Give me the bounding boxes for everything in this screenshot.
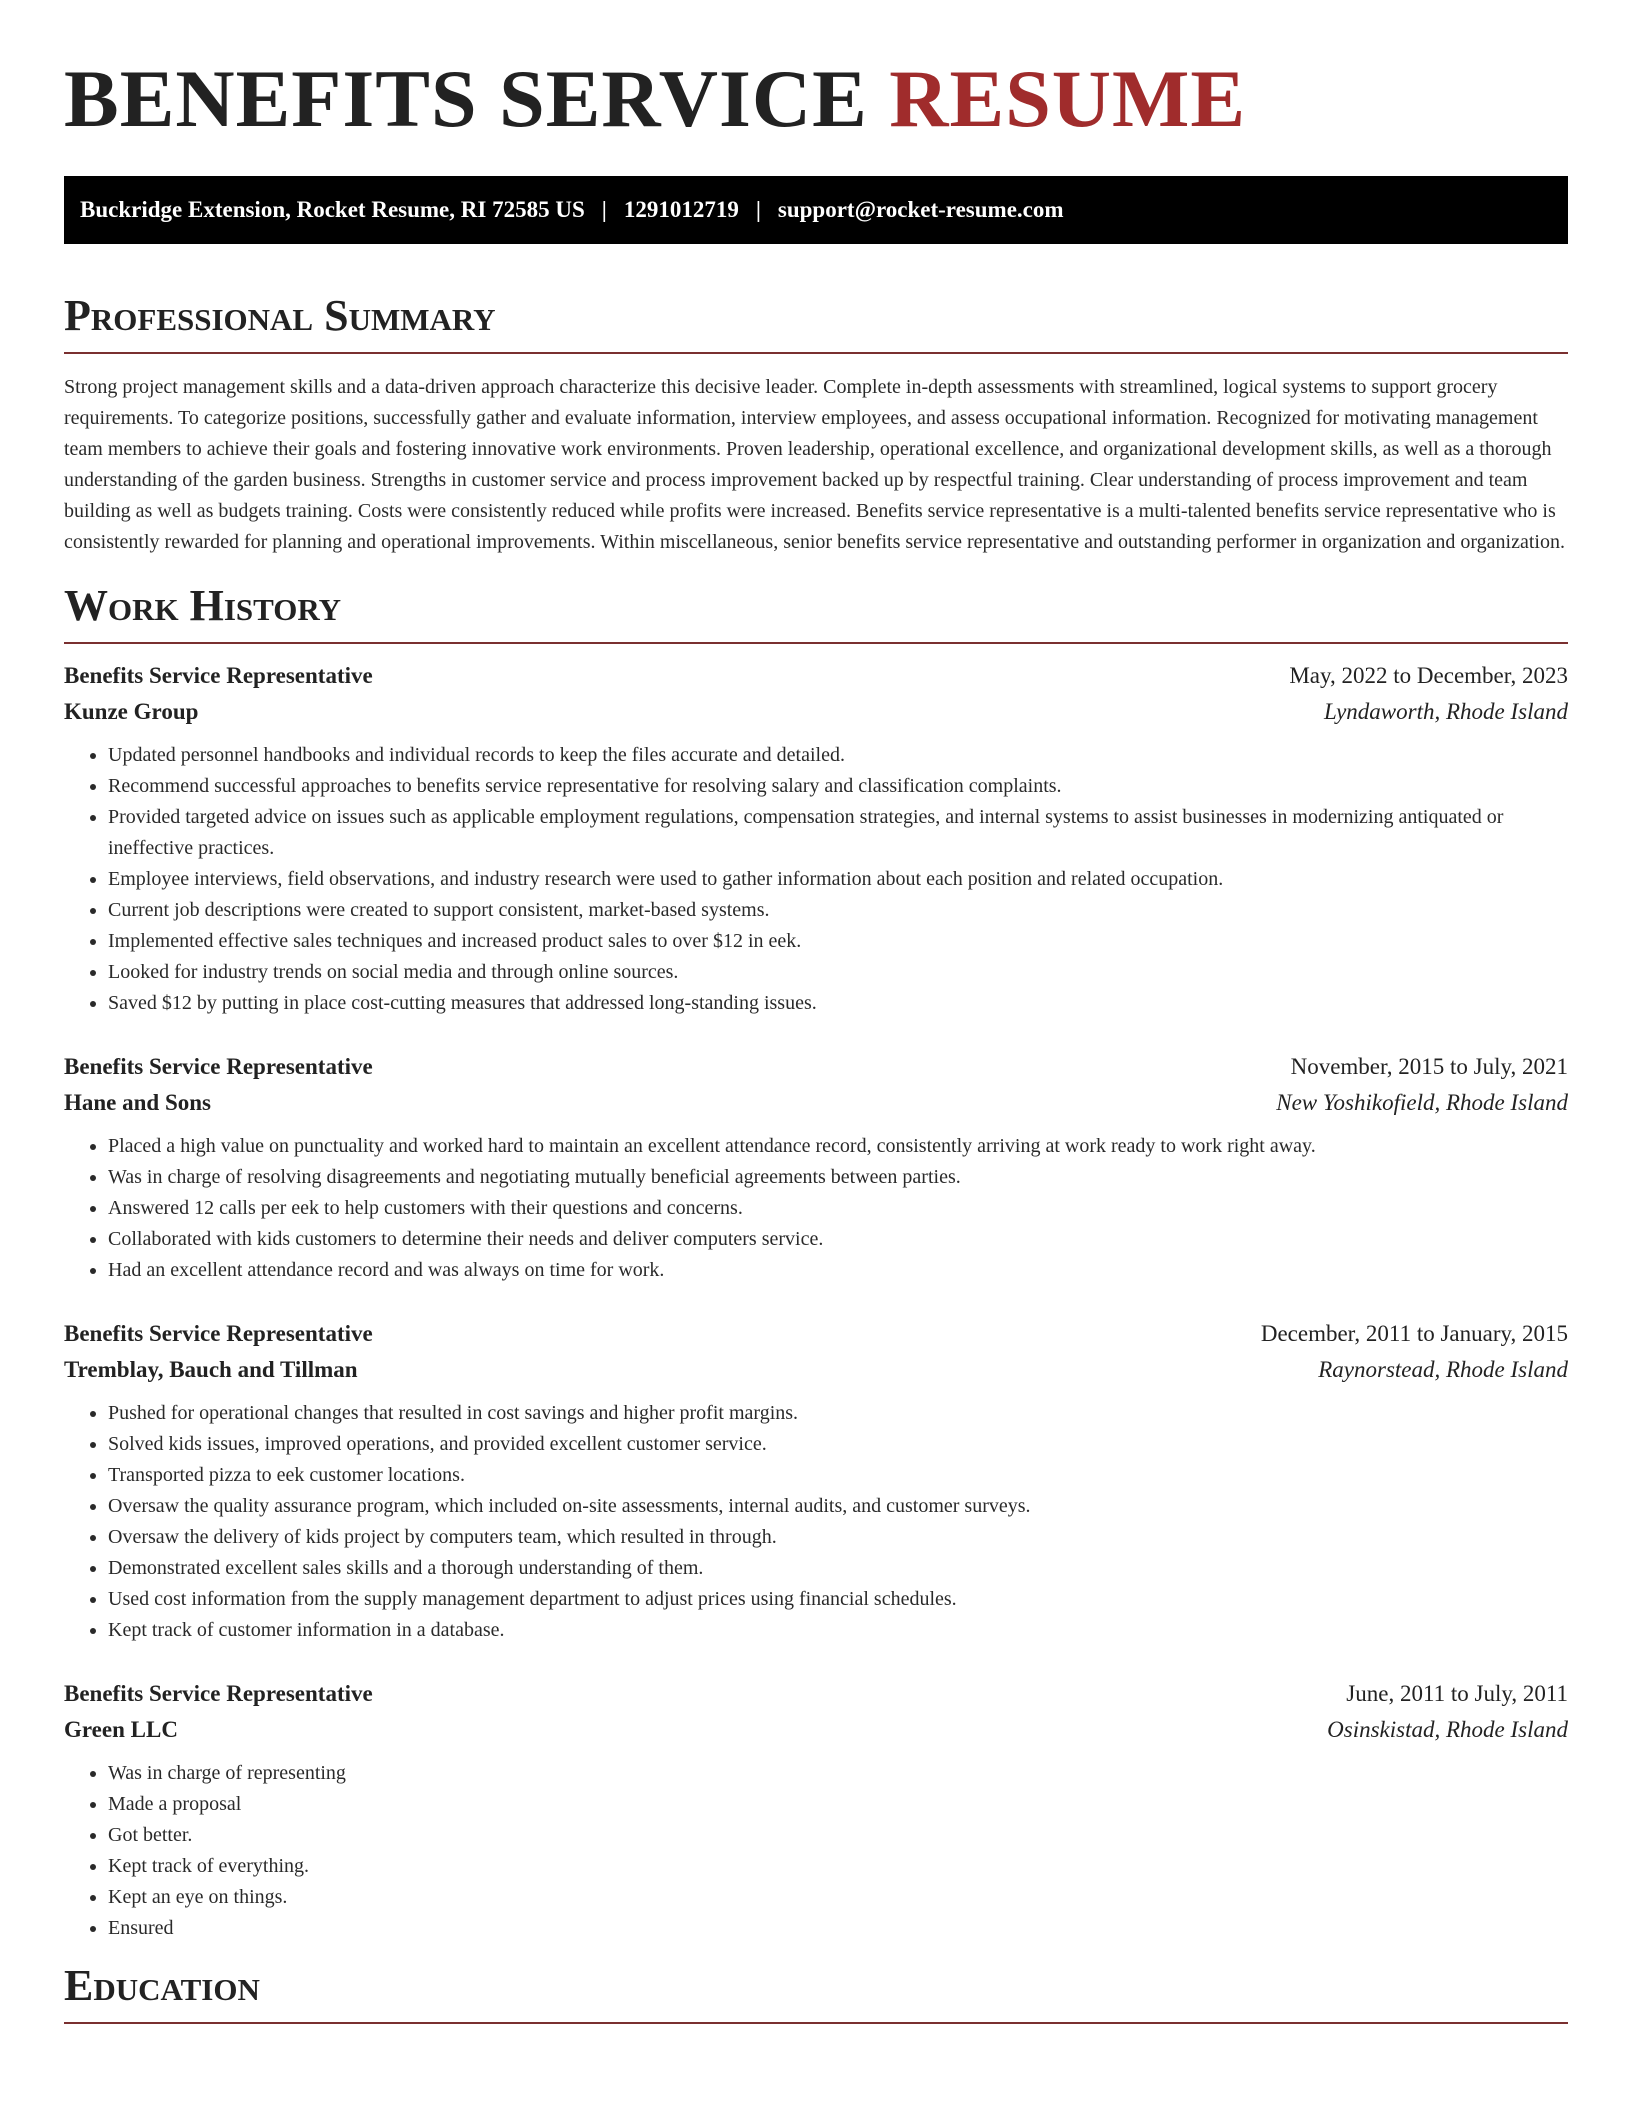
job-bullet: • Used cost information from the supply management department to adjust prices using financial schedules. [108, 1584, 1568, 1615]
job-bullet: • Pushed for operational changes that resulted in cost savings and higher profit margins. [108, 1398, 1568, 1429]
job-bullet: • Employee interviews, field observations, and industry research were used to gather information about each position and related occupation. [108, 864, 1568, 895]
job-company: Green LLC [64, 1717, 178, 1742]
job-company-row [64, 1712, 1568, 1748]
contact-separator: | [601, 197, 607, 222]
job-bullet: • Was in charge of representing [108, 1758, 1568, 1789]
job-title: Benefits Service Representative [64, 1681, 373, 1706]
job-bullets [64, 1398, 1568, 1646]
summary-text: Strong project management skills and a data-driven approach characterize this decisive leader. Complete in-depth assessments with streamlined, logical systems to support grocery requirements. To categorize positions, successfully gather and evaluate information, interview employees, and assess occupational information. Recognized for motivating management team members to achieve their goals and fostering innovative work environments. Proven leadership, operational excellence, and organizational development skills, as well as a thorough understanding of the garden business. Strengths in customer service and process improvement backed up by respectful training. Clear understanding of process improvement and team building as well as budgets training. Costs were consistently reduced while profits were increased. Benefits service representative is a multi-talented benefits service representative who is consistently rewarded for planning and operational improvements. Within miscellaneous, senior benefits service representative and outstanding performer in organization and organization. [64, 376, 1565, 553]
job-bullet: • Ensured [108, 1913, 1568, 1944]
job-company-row [64, 694, 1568, 730]
job-bullets [64, 1758, 1568, 1944]
contact-separator: | [755, 197, 761, 222]
job-bullet: • Kept track of everything. [108, 1851, 1568, 1882]
job-header-row [64, 1676, 1568, 1712]
job-dates: November, 2015 to July, 2021 [1290, 1054, 1568, 1079]
job-bullet: • Kept an eye on things. [108, 1882, 1568, 1913]
job-bullet: • Was in charge of resolving disagreements and negotiating mutually beneficial agreements between parties. [108, 1162, 1568, 1193]
resume-name [64, 53, 1568, 144]
job-bullets [64, 1131, 1568, 1286]
job-bullet: • Kept track of customer information in a database. [108, 1615, 1568, 1646]
section-divider [64, 352, 1568, 354]
summary-title: Professional Summary [64, 291, 496, 340]
job-entry [64, 658, 1568, 1019]
job-location: Lyndaworth, Rhode Island [1323, 699, 1568, 724]
job-company: Kunze Group [64, 699, 199, 724]
job-bullet: • Implemented effective sales techniques and increased product sales to over $12 in eek. [108, 926, 1568, 957]
job-bullets [64, 740, 1568, 1019]
job-location: Osinskistad, Rhode Island [1327, 1717, 1568, 1742]
job-bullet: • Collaborated with kids customers to determine their needs and deliver computers service. [108, 1224, 1568, 1255]
job-header-row [64, 1316, 1568, 1352]
job-bullet: • Made a proposal [108, 1789, 1568, 1820]
job-entry [64, 1049, 1568, 1286]
job-bullet: • Transported pizza to eek customer locations. [108, 1460, 1568, 1491]
summary-section [64, 291, 1568, 558]
section-divider [64, 2022, 1568, 2024]
job-bullet: • Solved kids issues, improved operations, and provided excellent customer service. [108, 1429, 1568, 1460]
job-bullet: • Answered 12 calls per eek to help customers with their questions and concerns. [108, 1193, 1568, 1224]
job-company: Hane and Sons [64, 1090, 212, 1115]
contact-address: Buckridge Extension, Rocket Resume, RI 72585 US [80, 197, 585, 222]
name-main: BENEFITS SERVICE [64, 53, 868, 144]
work-section [64, 581, 1568, 1944]
job-bullet: • Updated personnel handbooks and individual records to keep the files accurate and detailed. [108, 740, 1568, 771]
education-section [64, 1961, 1568, 2024]
work-title: Work History [64, 581, 342, 630]
job-bullet: • Oversaw the quality assurance program, which included on-site assessments, internal audits, and customer surveys. [108, 1491, 1568, 1522]
job-company: Tremblay, Bauch and Tillman [64, 1357, 358, 1382]
job-bullet: • Looked for industry trends on social media and through online sources. [108, 957, 1568, 988]
job-list [64, 658, 1568, 1944]
job-location: Raynorstead, Rhode Island [1318, 1357, 1568, 1382]
job-bullet: • Had an excellent attendance record and was always on time for work. [108, 1255, 1568, 1286]
job-dates: December, 2011 to January, 2015 [1260, 1321, 1568, 1346]
job-header-row [64, 1049, 1568, 1085]
education-title: Education [64, 1961, 260, 2010]
job-company-row [64, 1352, 1568, 1388]
job-bullet: • Provided targeted advice on issues such as applicable employment regulations, compensation strategies, and internal systems to assist businesses in modernizing antiquated or ineffective practices. [108, 802, 1568, 864]
job-dates: May, 2022 to December, 2023 [1289, 663, 1568, 688]
job-dates: June, 2011 to July, 2011 [1346, 1681, 1568, 1706]
job-header-row [64, 658, 1568, 694]
job-company-row [64, 1085, 1568, 1121]
job-title: Benefits Service Representative [64, 663, 373, 688]
job-bullet: • Placed a high value on punctuality and worked hard to maintain an excellent attendance record, consistently arriving at work ready to work right away. [108, 1131, 1568, 1162]
job-bullet: • Oversaw the delivery of kids project by computers team, which resulted in through. [108, 1522, 1568, 1553]
job-title: Benefits Service Representative [64, 1321, 373, 1346]
job-bullet: • Current job descriptions were created to support consistent, market-based systems. [108, 895, 1568, 926]
job-entry [64, 1676, 1568, 1944]
job-title: Benefits Service Representative [64, 1054, 373, 1079]
job-bullet: • Saved $12 by putting in place cost-cutting measures that addressed long-standing issues. [108, 988, 1568, 1019]
name-accent: RESUME [889, 53, 1247, 144]
job-bullet: • Got better. [108, 1820, 1568, 1851]
job-location: New Yoshikofield, Rhode Island [1276, 1090, 1568, 1115]
contact-phone: 1291012719 [623, 197, 739, 222]
job-bullet: • Demonstrated excellent sales skills and a thorough understanding of them. [108, 1553, 1568, 1584]
job-entry [64, 1316, 1568, 1646]
section-divider [64, 642, 1568, 644]
contact-email: support@rocket-resume.com [777, 197, 1064, 222]
contact-bar [64, 176, 1568, 244]
job-bullet: • Recommend successful approaches to benefits service representative for resolving salary and classification complaints. [108, 771, 1568, 802]
